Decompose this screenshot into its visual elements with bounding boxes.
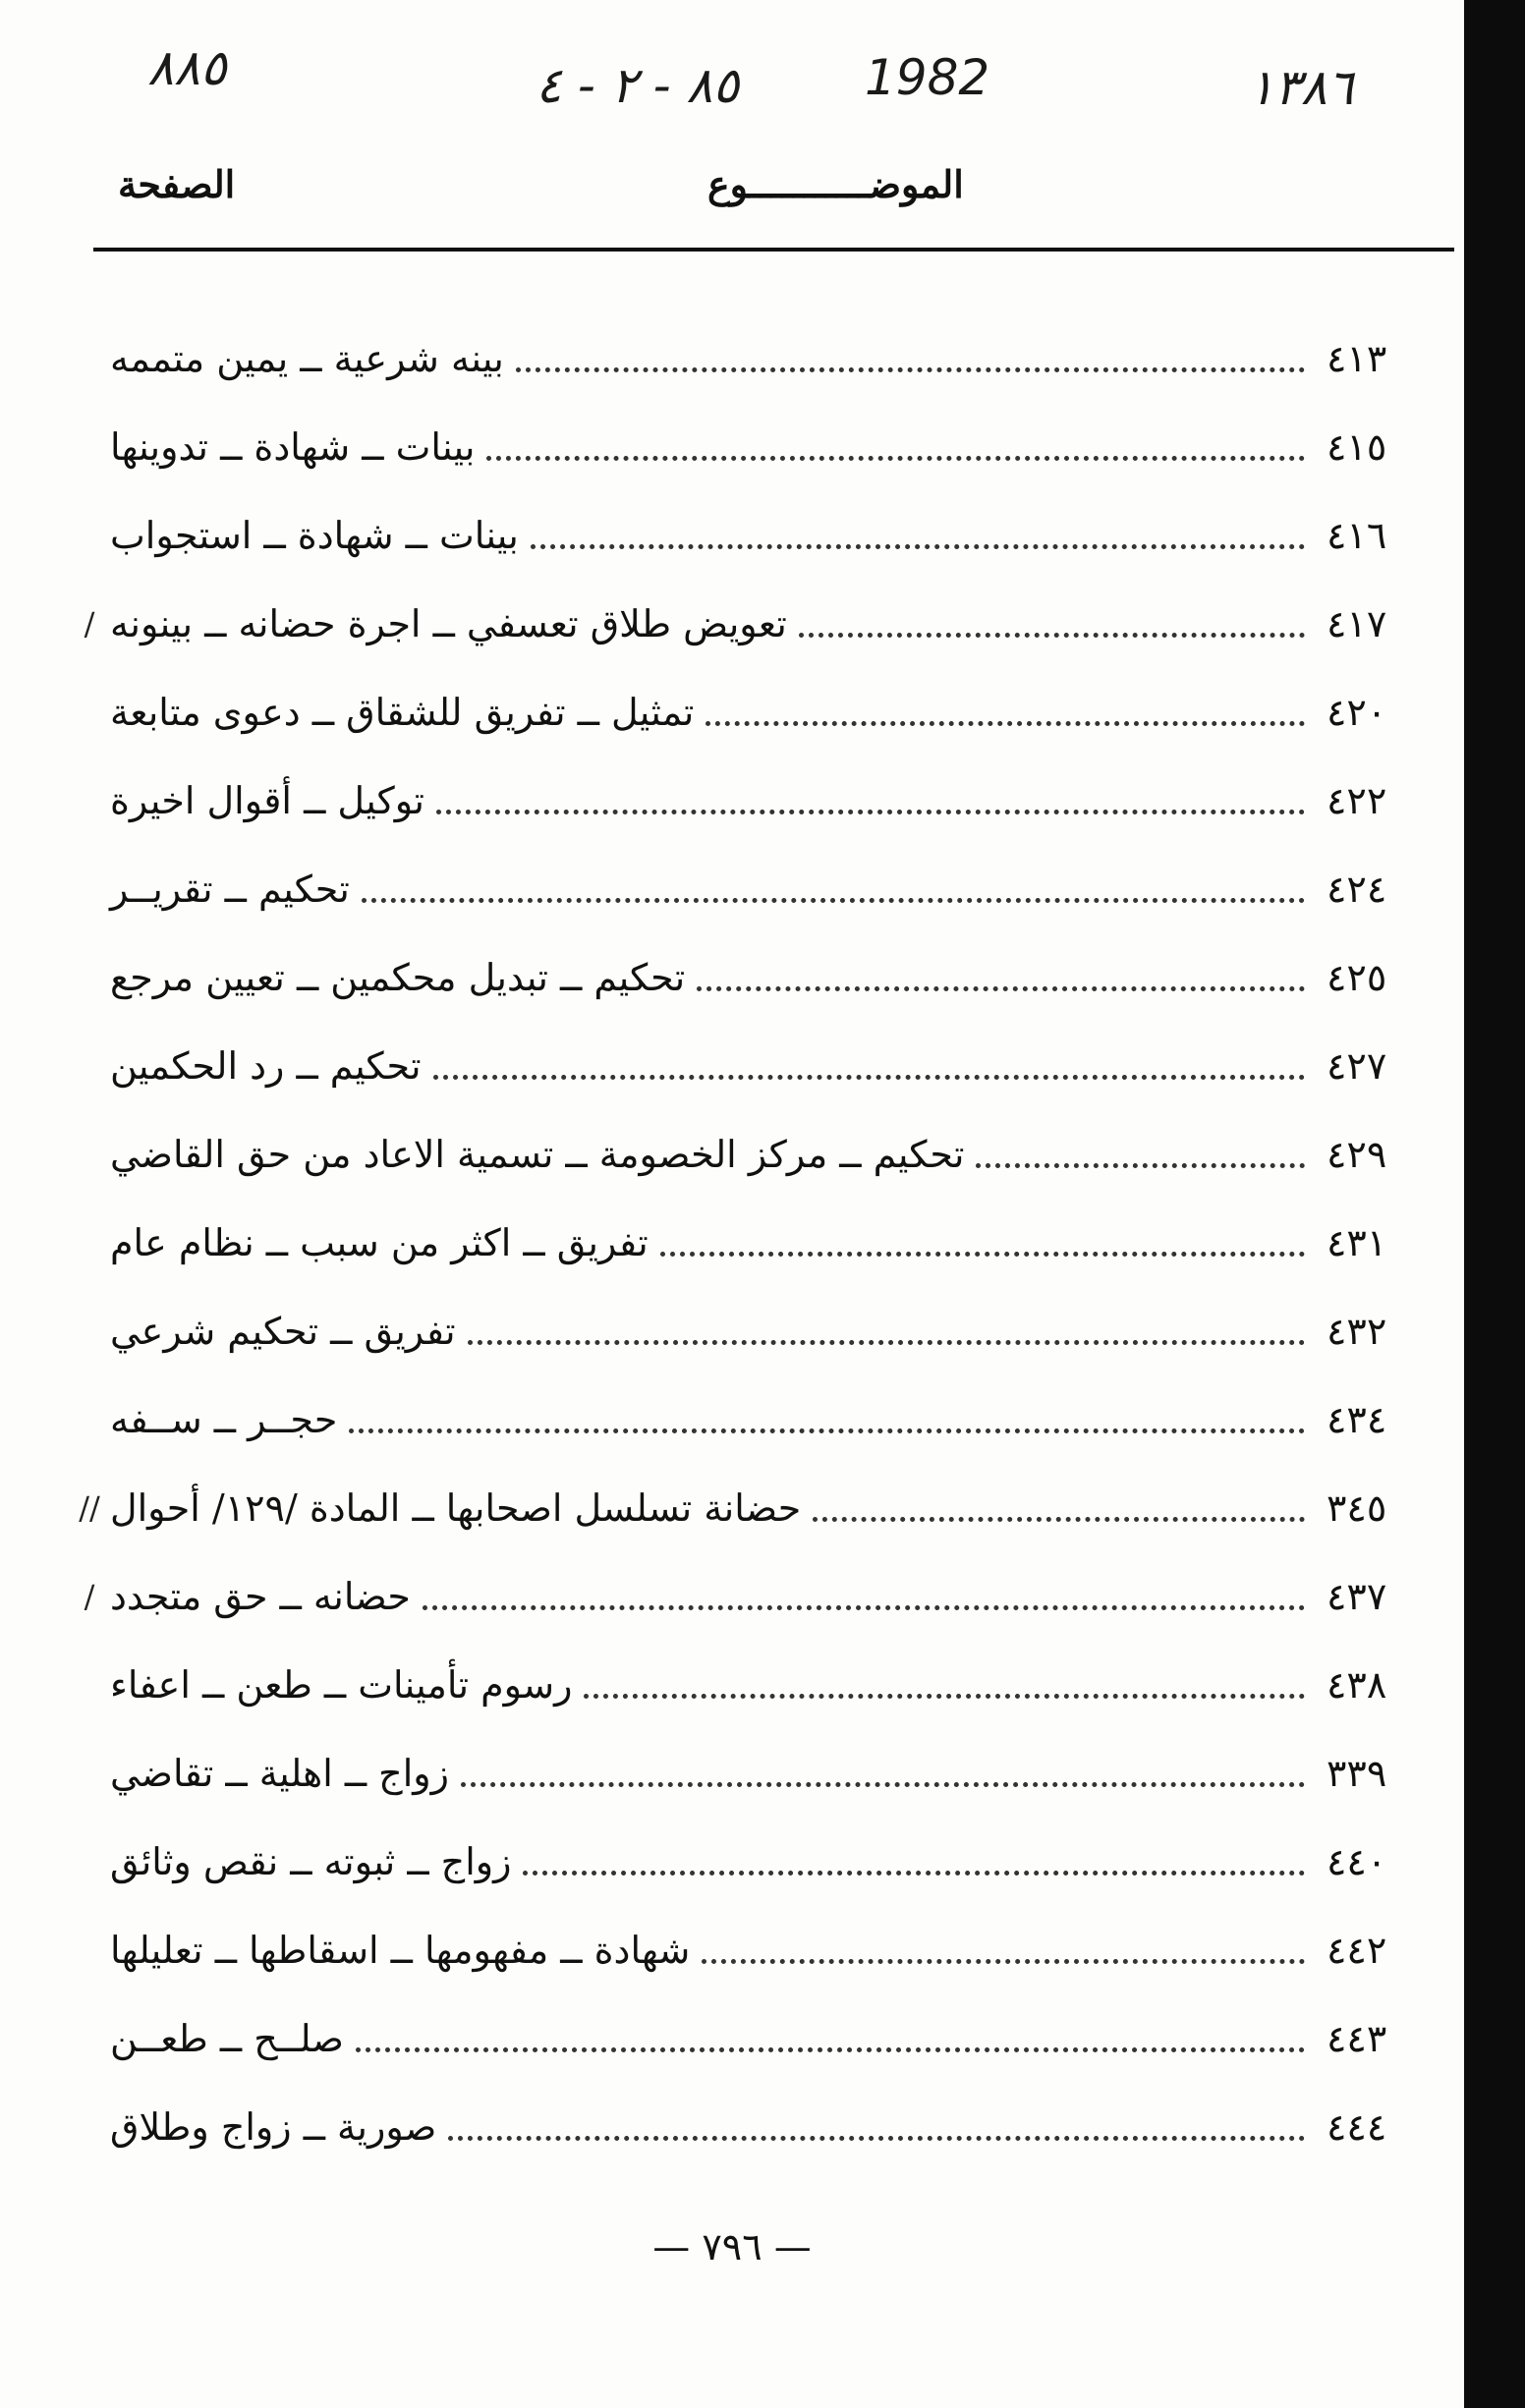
- toc-entry-title: صورية ــ زواج وطلاق: [110, 2105, 437, 2149]
- toc-entry: [79, 1464, 1454, 1552]
- toc-entry: [79, 1818, 1454, 1906]
- dot-leader: [702, 1937, 1305, 1964]
- toc-entry-page: ٤١٥: [1327, 425, 1387, 469]
- toc-entry-page: ٣٣٩: [1327, 1752, 1387, 1795]
- toc-entry-title: تفريق ــ اكثر من سبب ــ نظام عام: [110, 1221, 649, 1264]
- handwritten-check-mark: //: [79, 1489, 100, 1527]
- toc-entry-page: ٤٣٧: [1327, 1575, 1387, 1618]
- toc-entry: [79, 1641, 1454, 1729]
- toc-entry-title: بينات ــ شهادة ــ استجواب: [110, 514, 519, 557]
- toc-entry-title: تحكيم ــ تبديل محكمين ــ تعيين مرجع: [110, 956, 686, 999]
- dot-leader: [433, 1053, 1305, 1080]
- dot-leader: [706, 700, 1305, 726]
- toc-entry-title: رسوم تأمينات ــ طعن ــ اعفاء: [110, 1663, 573, 1707]
- dot-leader: [523, 1849, 1305, 1876]
- toc-entry-page: ٤٣٢: [1327, 1310, 1387, 1353]
- page-column-heading: الصفحة: [118, 162, 236, 206]
- toc-entry: [79, 491, 1454, 580]
- toc-entry-page: ٤٢٥: [1327, 956, 1387, 999]
- toc-entry-page: ٤١٣: [1327, 337, 1387, 380]
- handwritten-number: ١٣٨٦: [1248, 59, 1354, 116]
- subject-column-heading: الموضـــــــــــوع: [707, 162, 964, 206]
- toc-entry: [79, 933, 1454, 1022]
- toc-entry-page: ٤٢٠: [1327, 691, 1387, 734]
- toc-entry: [79, 2083, 1454, 2171]
- toc-header: [98, 162, 1454, 231]
- header-divider: [93, 248, 1454, 252]
- dot-leader: [486, 434, 1305, 461]
- toc-entry-page: ٤٣١: [1327, 1221, 1387, 1264]
- toc-entry-title: حجــر ــ ســفه: [110, 1398, 338, 1441]
- toc-entry: [79, 1994, 1454, 2083]
- dot-leader: [516, 346, 1305, 372]
- dot-leader: [349, 1407, 1305, 1433]
- handwritten-year: 1982: [865, 49, 990, 106]
- dot-leader: [468, 1318, 1305, 1345]
- toc-entry-page: ٤٢٤: [1327, 868, 1387, 911]
- toc-entry-title: شهادة ــ مفهومها ــ اسقاطها ــ تعليلها: [110, 1929, 691, 1972]
- toc-entry: [79, 1552, 1454, 1641]
- page-number: — ٧٩٦ —: [652, 2225, 812, 2268]
- toc-entry: [79, 1110, 1454, 1199]
- dot-leader: [813, 1495, 1305, 1522]
- toc-entry-page: ٤٣٤: [1327, 1398, 1387, 1441]
- toc-entry-page: ٤١٧: [1327, 602, 1387, 645]
- toc-entry-title: تحكيم ــ مركز الخصومة ــ تسمية الاعاد من حق القاضي: [110, 1133, 965, 1176]
- dot-leader: [448, 2114, 1305, 2141]
- dot-leader: [660, 1230, 1305, 1257]
- toc-entry: [79, 1729, 1454, 1818]
- dot-leader: [423, 1584, 1305, 1610]
- toc-entry: [79, 668, 1454, 756]
- handwritten-code: ٨٨٥: [147, 39, 227, 96]
- toc-entry-title: حضانة تسلسل اصحابها ــ المادة /١٢٩/ أحوال: [110, 1486, 802, 1530]
- dot-leader: [362, 876, 1305, 903]
- toc-entry-page: ٤٤٤: [1327, 2105, 1387, 2149]
- toc-entry-title: تعويض طلاق تعسفي ــ اجرة حضانه ــ بينونه: [110, 602, 787, 645]
- dot-leader: [976, 1142, 1305, 1168]
- toc-entry-page: ٤١٦: [1327, 514, 1387, 557]
- handwritten-check-mark: /: [84, 605, 95, 643]
- toc-entry: [79, 845, 1454, 933]
- toc-entry-page: ٤٢٧: [1327, 1044, 1387, 1088]
- toc-entry: [79, 314, 1454, 403]
- dot-leader: [697, 965, 1305, 991]
- dot-leader: [461, 1761, 1305, 1787]
- dot-leader: [436, 788, 1305, 814]
- toc-entry: [79, 1199, 1454, 1287]
- toc-entry-title: صلــح ــ طعــن: [110, 2017, 344, 2060]
- toc-entry: [79, 580, 1454, 668]
- toc-entry: [79, 1375, 1454, 1464]
- toc-entry: [79, 1022, 1454, 1110]
- toc-entry-title: حضانه ــ حق متجدد: [110, 1575, 411, 1618]
- toc-entry-page: ٤٢٢: [1327, 779, 1387, 822]
- toc-entry-title: بينه شرعية ــ يمين متممه: [110, 337, 504, 380]
- toc-entry-title: تفريق ــ تحكيم شرعي: [110, 1310, 456, 1353]
- toc-entry: [79, 1906, 1454, 1994]
- dot-leader: [531, 523, 1305, 549]
- toc-entry-title: توكيل ــ أقوال اخيرة: [110, 779, 424, 822]
- toc-entry: [79, 756, 1454, 845]
- scan-edge: [1464, 0, 1525, 2408]
- toc-entry: [79, 1287, 1454, 1375]
- dot-leader: [584, 1672, 1305, 1699]
- toc-entry-title: بينات ــ شهادة ــ تدوينها: [110, 425, 476, 469]
- toc-entry: [79, 403, 1454, 491]
- toc-entry-title: تمثيل ــ تفريق للشقاق ــ دعوى متابعة: [110, 691, 695, 734]
- toc-entry-page: ٤٢٩: [1327, 1133, 1387, 1176]
- toc-entry-title: زواج ــ اهلية ــ تقاضي: [110, 1752, 449, 1795]
- table-of-contents: [79, 314, 1454, 2171]
- toc-entry-page: ٤٤٣: [1327, 2017, 1387, 2060]
- handwritten-date: ٨٥ - ٢ - ٤: [536, 57, 740, 114]
- toc-entry-page: ٣٤٥: [1327, 1486, 1387, 1530]
- toc-entry-title: زواج ــ ثبوته ــ نقص وثائق: [110, 1840, 512, 1883]
- toc-entry-page: ٤٤٢: [1327, 1929, 1387, 1972]
- toc-entry-page: ٤٤٠: [1327, 1840, 1387, 1883]
- toc-entry-title: تحكيم ــ رد الحكمين: [110, 1044, 422, 1088]
- handwritten-check-mark: /: [84, 1578, 95, 1615]
- dot-leader: [799, 611, 1305, 638]
- dot-leader: [356, 2026, 1305, 2052]
- toc-entry-title: تحكيم ــ تقريــر: [110, 868, 350, 911]
- toc-entry-page: ٤٣٨: [1327, 1663, 1387, 1707]
